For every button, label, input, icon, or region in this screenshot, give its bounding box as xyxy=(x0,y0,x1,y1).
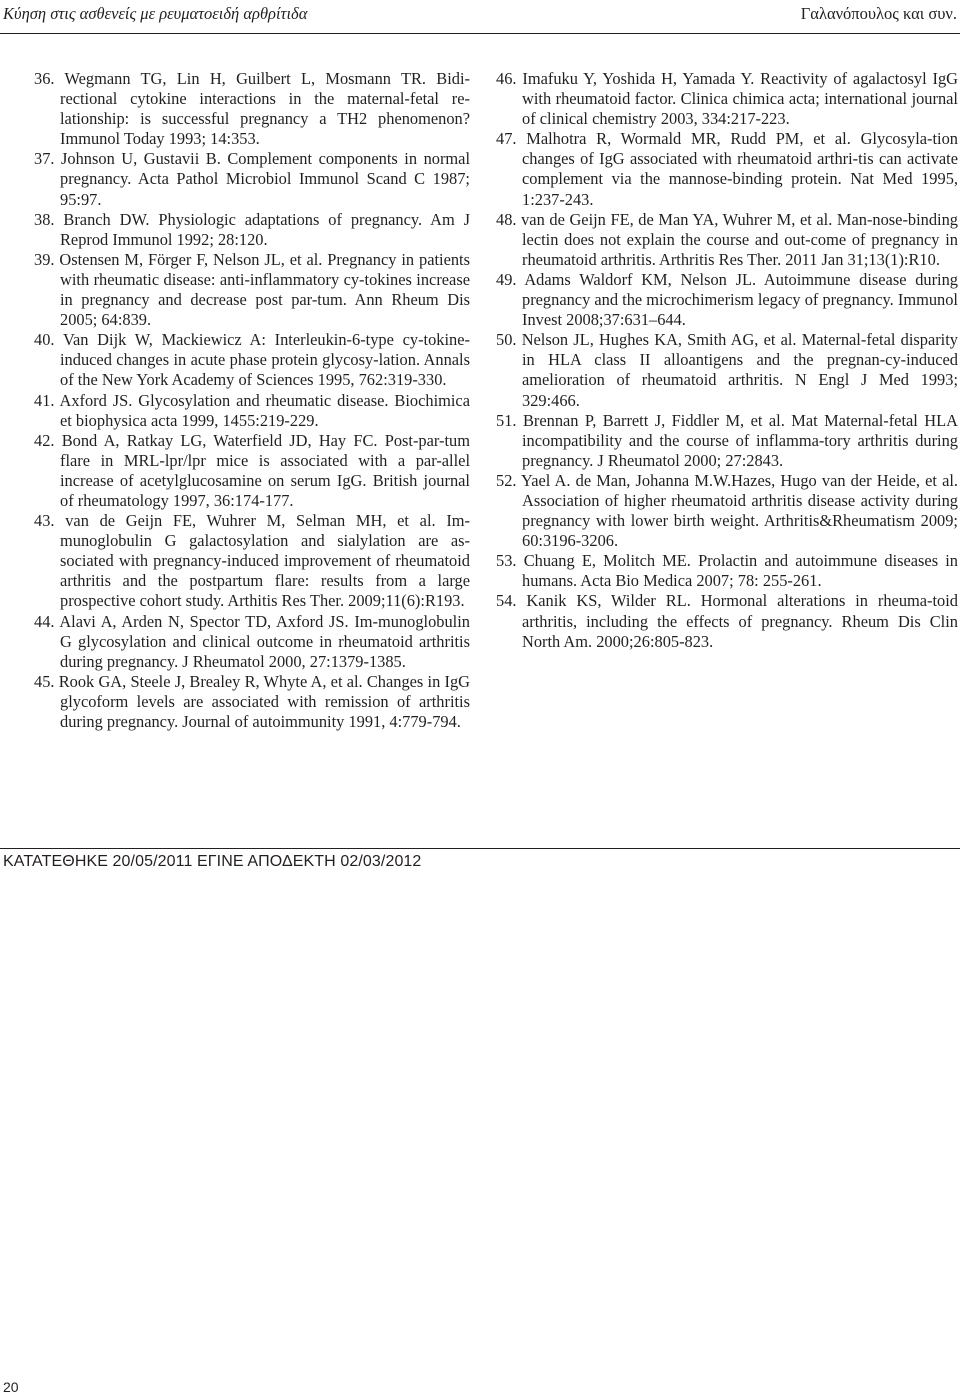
reference-item xyxy=(34,250,470,330)
header-divider xyxy=(0,33,960,34)
reference-text: Kanik KS, Wilder RL. Hormonal alterations in rheuma-toid arthritis, including the effects of pregnancy. Rheum Dis Clin North Am. 2000;26:805-823. xyxy=(522,591,958,651)
reference-item xyxy=(34,391,470,431)
reference-text: Johnson U, Gustavii B. Complement components in normal pregnancy. Acta Pathol Microbiol Immunol Scand C 1987; 95:97. xyxy=(60,149,470,209)
reference-number: 41. xyxy=(34,390,55,410)
reference-number: 38. xyxy=(34,209,55,229)
reference-item xyxy=(496,330,958,410)
reference-text: Imafuku Y, Yoshida H, Yamada Y. Reactivity of agalactosyl IgG with rheumatoid factor. Clinica chimica acta; international journal of clinical chemistry 2003, 334:217-223. xyxy=(522,69,958,129)
reference-number: 53. xyxy=(496,551,517,571)
footer-divider xyxy=(0,848,960,849)
reference-number: 36. xyxy=(34,69,55,88)
reference-item xyxy=(496,69,958,129)
reference-number: 40. xyxy=(34,330,55,350)
reference-number: 52. xyxy=(496,470,517,490)
reference-text: Rook GA, Steele J, Brealey R, Whyte A, et al. Changes in IgG glycoform levels are associated with remission of arthritis during pregnancy. Journal of autoimmunity 1991, 4:779-794. xyxy=(58,671,470,731)
references-column-right xyxy=(496,69,958,652)
reference-text: Nelson JL, Hughes KA, Smith AG, et al. Maternal-fetal disparity in HLA class II alloantigens and the pregnan-cy-induced amelioration of rheumatoid arthritis. N Engl J Med 1993; 329:466. xyxy=(521,330,958,410)
reference-item xyxy=(34,330,470,390)
reference-text: Wegmann TG, Lin H, Guilbert L, Mosmann TR. Bidi-rectional cytokine interactions in the maternal-fetal re-lationship: is successful pregnancy a TH2 phenomenon? Immunol Today 1993; 14:353. xyxy=(60,69,470,149)
reference-text: Adams Waldorf KM, Nelson JL. Autoimmune disease during pregnancy and the microchimerism legacy of pregnancy. Immunol Invest 2008;37:631–644. xyxy=(522,269,958,330)
reference-item xyxy=(34,511,470,611)
reference-item xyxy=(34,612,470,672)
references-column-left xyxy=(34,69,470,732)
reference-text: Malhotra R, Wormald MR, Rudd PM, et al. Glycosyla-tion changes of IgG associated with rheumatoid arthri-tis can activate complement via the mannose-binding protein. Nat Med 1995, 1:237-243. xyxy=(522,129,958,209)
reference-item xyxy=(34,69,470,149)
reference-item xyxy=(34,431,470,511)
reference-number: 39. xyxy=(34,249,55,269)
reference-number: 46. xyxy=(496,69,517,88)
running-header xyxy=(3,4,957,26)
running-header-authors: Γαλανόπουλος και συν. xyxy=(800,4,957,23)
reference-number: 48. xyxy=(496,209,517,229)
reference-item xyxy=(34,210,470,250)
reference-text: van de Geijn FE, de Man YA, Wuhrer M, et al. Man-nose-binding lectin does not explain the course and out-come of pregnancy in rheumatoid arthritis. Arthritis Res Ther. 2011 Jan 31;13(1):R10. xyxy=(521,209,958,269)
reference-item xyxy=(496,411,958,471)
submission-dates: ΚΑΤΑΤΕΘΗΚΕ 20/05/2011 ΕΓΙΝΕ ΑΠΟΔΕΚΤΗ 02/03/2012 xyxy=(3,853,422,870)
reference-number: 51. xyxy=(496,410,517,430)
reference-number: 43. xyxy=(34,511,55,531)
reference-text: Axford JS. Glycosylation and rheumatic disease. Biochimica et biophysica acta 1999, 1455:219-229. xyxy=(59,390,470,430)
reference-item xyxy=(496,591,958,651)
reference-text: Yael A. de Man, Johanna M.W.Hazes, Hugo van der Heide, et al. Association of higher rheumatoid arthritis disease activity during pregnancy with lower birth weight. Arthritis&Rheumatism 2009; 60:3196-3206. xyxy=(521,470,958,551)
reference-number: 45. xyxy=(34,671,55,691)
reference-item xyxy=(34,149,470,209)
reference-text: Chuang E, Molitch ME. Prolactin and autoimmune diseases in humans. Acta Bio Medica 2007; 78: 255-261. xyxy=(522,551,959,591)
reference-text: Bond A, Ratkay LG, Waterfield JD, Hay FC. Post-par-tum flare in MRL-lpr/lpr mice is associated with a par-allel increase of acetylglucosamine on serum IgG. British journal of rheumatology 1997, 36:174-177. xyxy=(60,430,470,510)
reference-item xyxy=(496,270,958,330)
reference-number: 49. xyxy=(496,269,517,289)
reference-number: 42. xyxy=(34,430,55,450)
reference-text: Alavi A, Arden N, Spector TD, Axford JS. Im-munoglobulin G glycosylation and clinical outcome in rheumatoid arthritis during pregnancy. J Rheumatol 2000, 27:1379-1385. xyxy=(59,611,470,671)
reference-text: Van Dijk W, Mackiewicz A: Interleukin-6-type cy-tokine-induced changes in acute phase protein glycosy-lation. Annals of the New York Academy of Sciences 1995, 762:319-330. xyxy=(60,330,470,390)
running-header-title: Κύηση στις ασθενείς με ρευματοειδή αρθρίτιδα xyxy=(3,4,308,23)
reference-item xyxy=(496,129,958,209)
reference-number: 37. xyxy=(34,149,55,169)
reference-item xyxy=(496,210,958,270)
reference-text: Brennan P, Barrett J, Fiddler M, et al. Mat Maternal-fetal HLA incompatibility and the course of inflamma-tory arthritis during pregnancy. J Rheumatol 2000; 27:2843. xyxy=(522,410,958,470)
reference-number: 47. xyxy=(496,129,517,149)
reference-number: 54. xyxy=(496,591,517,611)
page-number: 20 xyxy=(3,1379,19,1395)
reference-item xyxy=(34,672,470,732)
reference-item xyxy=(496,551,958,591)
reference-text: Branch DW. Physiologic adaptations of pregnancy. Am J Reprod Immunol 1992; 28:120. xyxy=(60,209,470,249)
reference-item xyxy=(496,471,958,551)
reference-number: 44. xyxy=(34,611,55,631)
reference-text: van de Geijn FE, Wuhrer M, Selman MH, et al. Im-munoglobulin G galactosylation and sialylation are as-sociated with pregnancy-induced improvement of rheumatoid arthritis and the postpartum flare: results from a large prospective cohort study. Arthitis Res Ther. 2009;11(6):R193. xyxy=(60,511,470,611)
reference-number: 50. xyxy=(496,330,517,350)
reference-text: Ostensen M, Förger F, Nelson JL, et al. Pregnancy in patients with rheumatic disease: anti-inflammatory cy-tokines increase in pregnancy and decrease post par-tum. Ann Rheum Dis 2005; 64:839. xyxy=(59,249,470,330)
